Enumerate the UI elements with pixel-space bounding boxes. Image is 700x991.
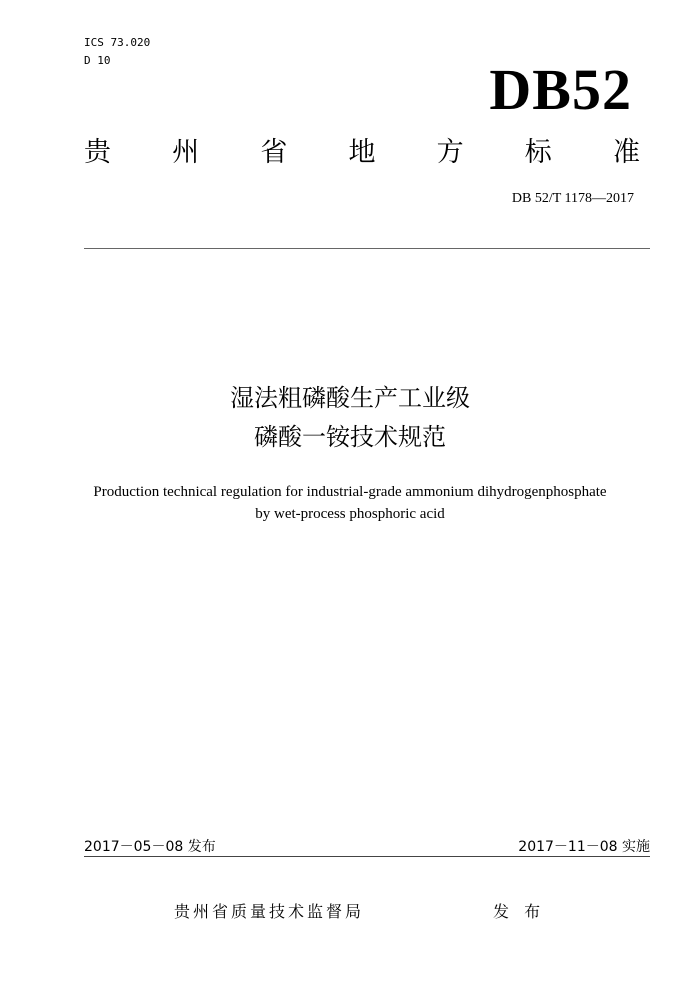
- standard-logo: DB52: [489, 57, 632, 122]
- footer-divider: [84, 856, 650, 857]
- title-cn-line1: 湿法粗磷酸生产工业级: [230, 384, 470, 412]
- standard-type-char: 方: [436, 137, 464, 168]
- standard-type-char: 地: [348, 137, 376, 168]
- header-divider: [84, 248, 650, 249]
- publish-date: 2017－05－08 发布: [84, 839, 216, 855]
- standard-type-char: 标: [524, 137, 552, 168]
- ics-code: ICS 73.020: [84, 36, 151, 49]
- standard-type-char: 贵: [84, 137, 111, 168]
- title-en-line2: by wet-process phosphoric acid: [255, 506, 445, 522]
- title-en-line1: Production technical regulation for industrial-grade ammonium dihydrogenphosphate: [93, 484, 607, 500]
- implement-date: 2017－11－08 实施: [518, 839, 650, 855]
- classification-code: D 10: [84, 54, 111, 67]
- standard-type-char: 省: [260, 137, 288, 168]
- standard-number: DB 52/T 1178—2017: [511, 191, 634, 206]
- issue-label: 发 布: [493, 902, 546, 921]
- title-cn-line2: 磷酸一铵技术规范: [254, 423, 446, 451]
- standard-type-char: 州: [172, 137, 200, 168]
- standard-type-char: 准: [612, 137, 640, 168]
- standard-type-heading: [84, 136, 640, 170]
- issuing-authority: 贵州省质量技术监督局: [174, 902, 365, 921]
